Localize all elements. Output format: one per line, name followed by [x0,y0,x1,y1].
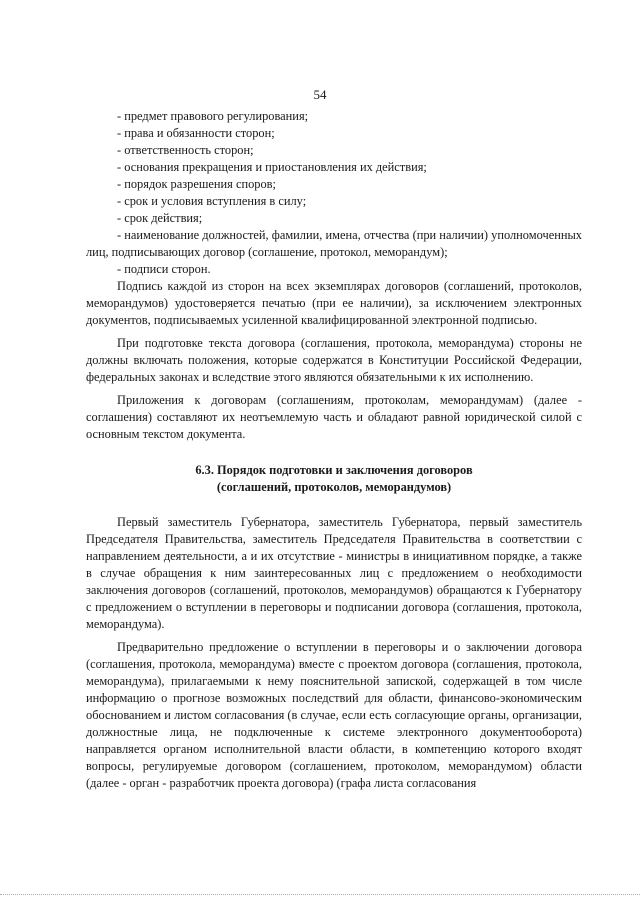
list-item: - права и обязанности сторон; [117,126,275,140]
list-item: - срок действия; [117,211,203,225]
paragraph: Первый заместитель Губернатора, заместитель Губернатора, первый заместитель Председателя Правительства, заместитель Председателя Правительства в соответствии с направлением деятельности, а и их отсутствие - министры в инициативном порядке, а также в случае обращения к ним заинтересованных лиц с предложением о необходимости заключения договоров (соглашений, протоколов, меморандумов) обращаются к Губернатору с предложением о вступлении в переговоры и подписании договора (соглашения, протокола, меморандума). [86,515,582,631]
list-item-long: - наименование должностей, фамилии, имена, отчества (при наличии) уполномоченных лиц, подписывающих договор (соглашение, протокол, меморандум); [86,228,582,259]
page-number: 54 [313,87,327,102]
list-item: - порядок разрешения споров; [117,177,276,191]
list-item: - основания прекращения и приостановления их действия; [117,160,427,174]
paragraph: Приложения к договорам (соглашениям, протоколам, меморандумам) (далее - соглашения) составляют их неотъемлемую часть и обладают равной юридической силой с основным текстом документа. [86,393,582,441]
list-item: - ответственность сторон; [117,143,254,157]
list-item: - предмет правового регулирования; [117,109,309,123]
document-body [86,108,582,792]
list-item: - срок и условия вступления в силу; [117,194,307,208]
scan-edge-divider [0,894,640,895]
list-item: - подписи сторон. [117,262,211,276]
section-heading-line: 6.3. Порядок подготовки и заключения договоров [195,463,473,477]
paragraph: Подпись каждой из сторон на всех экземплярах договоров (соглашений, протоколов, меморандумов) удостоверяется печатью (при ее наличии), за исключением электронных документов, подписываемых усиленной квалифицированной электронной подписью. [86,279,582,327]
section-heading-line: (соглашений, протоколов, меморандумов) [216,480,452,494]
paragraph: При подготовке текста договора (соглашения, протокола, меморандума) стороны не должны включать положения, которые содержатся в Конституции Российской Федерации, федеральных законах и вследствие этого являются обязательными к их исполнению. [86,336,582,384]
paragraph: Предварительно предложение о вступлении в переговоры и о заключении договора (соглашения, протокола, меморандума) вместе с проектом договора (соглашения, протокола, меморандума), прилагаемыми к нему пояснительной запиской, содержащей в том числе информацию о прогнозе возможных последствий для области, финансово-экономическим обоснованием и листом согласования (в случае, если есть согласующие органы, организации, должностные лица, не подключенные к системе электронного документооборота) направляется органом исполнительной власти области, в компетенцию которого входят вопросы, регулируемые договором (соглашением, протоколом, меморандумом) области (далее - орган - разработчик проекта договора) (графа листа согласования [86,640,582,790]
section-heading [86,462,582,496]
